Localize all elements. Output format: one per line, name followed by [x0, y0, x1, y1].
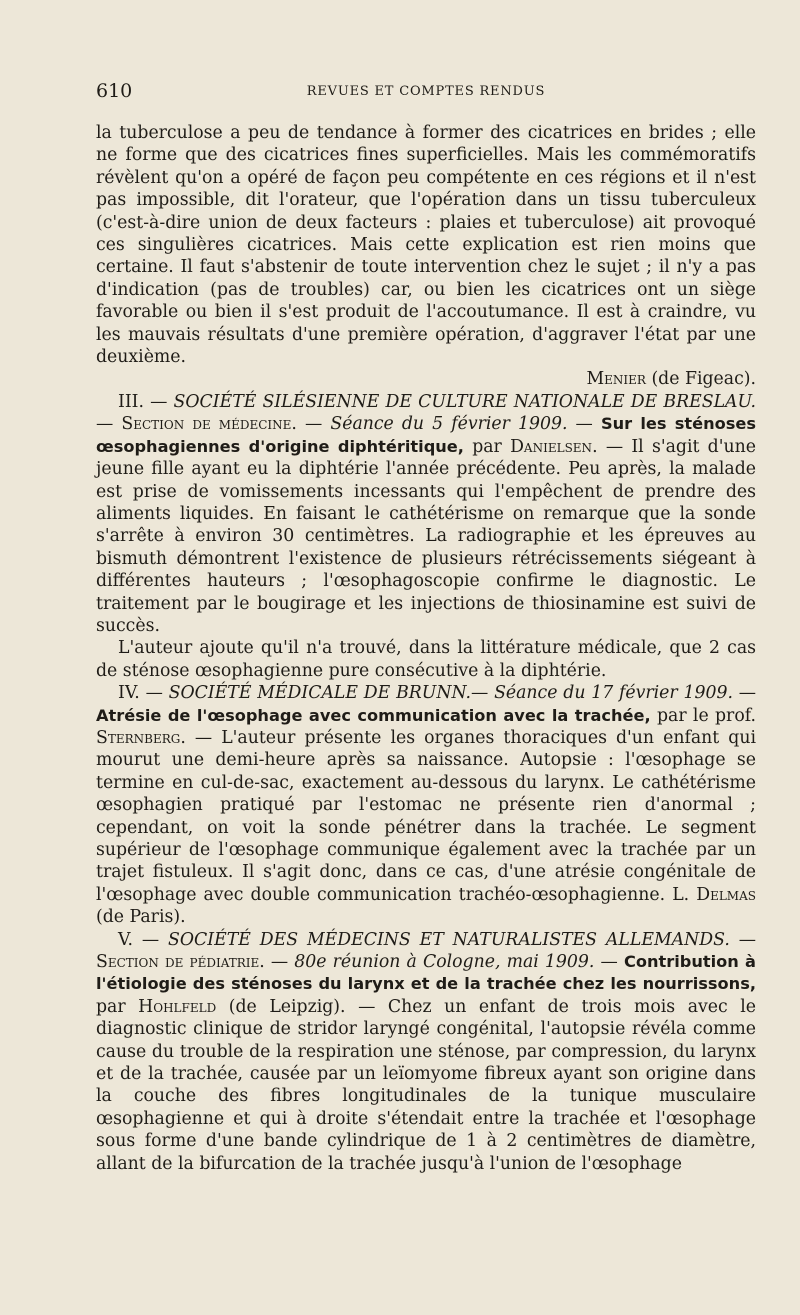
society-name: SOCIÉTÉ MÉDICALE DE BRUNN.	[168, 683, 471, 704]
signature-place: (de Figeac).	[651, 369, 756, 390]
page-header	[96, 80, 756, 110]
author-name: Hohlfeld	[138, 996, 217, 1017]
article-title: Atrésie de l'œsophage avec communication avec la trachée,	[96, 705, 651, 725]
dash: —	[264, 952, 295, 973]
article-body: . — Il s'agit d'une jeune fille ayant eu la diphtérie l'année précédente. Peu après, la malade est prise de vomissements incessants qui l'empêchent de prendre des aliments liquides. En faisant le cathétérisme on remarque que la sonde s'arrête à environ 30 centimètres. La radiographie et les épreuves au bismuth démontrent l'existence de plusieurs rétrécissements siégeant à différentes hauteurs ; l'œsophagoscopie confirme le diagnostic. Le traitement par le bougirage et les injections de thiosinamine est suivi de succès.	[96, 436, 756, 636]
running-head: REVUES ET COMPTES RENDUS	[306, 84, 546, 99]
session-date: Séance du 5 février 1909.	[330, 414, 568, 435]
article-body: (de Leipzig). — Chez un enfant de trois mois avec le diagnostic clinique de stridor laryngé congénital, l'autopsie révéla comme cause du trouble de la respiration une sténose, par compression, du larynx et de la trachée, causée par un leïomyome fibreux ayant son origine dans la couche des fibres longitudinales de la tunique musculaire œsophagienne et qui à droite s'étendait entre la trachée et l'œsophage sous forme d'une bande cylindrique de 1 à 2 centimètres de diamètre, allant de la bifurcation de la trachée jusqu'à l'union de l'œsophage	[96, 996, 756, 1174]
author-name: Sternberg	[96, 727, 181, 748]
page-number: 610	[96, 80, 133, 102]
dash: —	[296, 414, 331, 435]
article-body: L'auteur ajoute qu'il n'a trouvé, dans la littérature médicale, que 2 cas de sténose œsophagienne pure consécutive à la diphtérie.	[96, 638, 756, 681]
dash: —	[594, 952, 624, 973]
section-name: Section de médecine.	[121, 414, 297, 435]
society-name: SOCIÉTÉ SILÉSIENNE DE CULTURE NATIONALE DE BRESLAU.	[173, 391, 756, 412]
paragraph-continued	[96, 122, 756, 368]
session-date: Séance du 17 février 1909.	[494, 683, 733, 704]
paragraph-text: la tuberculose a peu de tendance à former des cicatrices en brides ; elle ne forme que des cicatrices fines superficielles. Mais les commémoratifs révèlent qu'on a opéré de façon peu compétente en ces régions et il n'est pas impossible, dit l'orateur, que l'opération dans un tissu tuberculeux (c'est-à-dire union de deux facteurs : plaies et tuberculose) ait provoqué ces singulières cicatrices. Mais cette explication est rien moins que certaine. Il faut s'abstenir de toute intervention chez le sujet ; il n'y a pas d'indication (pas de troubles) car, ou bien les cicatrices ont un siège favorable ou bien il s'est produit de l'accoutumance. Il est à craindre, vu les mauvais résultats d'une première opération, d'aggraver l'état par une deuxième.	[96, 123, 756, 368]
section-name: Section de pédiatrie.	[96, 952, 265, 973]
signature-menier	[96, 368, 756, 390]
by-word: par	[463, 436, 511, 457]
dash: —	[732, 683, 757, 704]
article-body: . — L'auteur présente les organes thoraciques d'un enfant qui mourut une demi-heure après sa naissance. Autopsie : l'œsophage se termine en cul-de-sac, exactement au-dessous du larynx. Le cathétérisme œsophagien pratiqué par l'estomac ne présente rien d'anormal ; cependant, on voit la sonde pénétrer dans la trachée. Le segment supérieur de l'œsophage communique également avec la trachée par un trajet fistuleux. Il s'agit donc, dans ce cas, d'une atrésie congénitale de l'œsophage avec double communication trachéo-œsophagienne.	[96, 727, 756, 905]
section-iii	[96, 391, 756, 637]
by-word: par le prof.	[650, 705, 756, 726]
session-date: 80e réunion à Cologne, mai 1909.	[294, 952, 595, 973]
author-name: Danielsen	[510, 436, 593, 457]
section-iv	[96, 682, 756, 928]
section-number: V. —	[118, 929, 169, 950]
section-iii-paragraph-2	[96, 637, 756, 682]
section-number: IV. —	[118, 683, 169, 704]
section-v	[96, 929, 756, 1175]
dash: —	[567, 414, 601, 435]
dash: —	[96, 414, 122, 435]
signature-name: L. Delmas	[672, 884, 756, 905]
signature-name: Menier	[586, 369, 646, 390]
dash: —	[470, 683, 495, 704]
signature-place: (de Paris).	[96, 907, 186, 928]
article-title: Sur les sténoses œsophagiennes d'origine diphtéritique,	[96, 414, 756, 456]
article-title: Contribution à l'étiologie des sténoses du larynx et de la trachée chez les nourrissons,	[96, 952, 756, 994]
body-text	[96, 122, 756, 1175]
society-name: SOCIÉTÉ DES MÉDECINS ET NATURALISTES ALLEMANDS.	[168, 929, 730, 950]
dash: —	[729, 929, 757, 950]
section-number: III. —	[118, 391, 174, 412]
by-word: par	[96, 996, 139, 1017]
